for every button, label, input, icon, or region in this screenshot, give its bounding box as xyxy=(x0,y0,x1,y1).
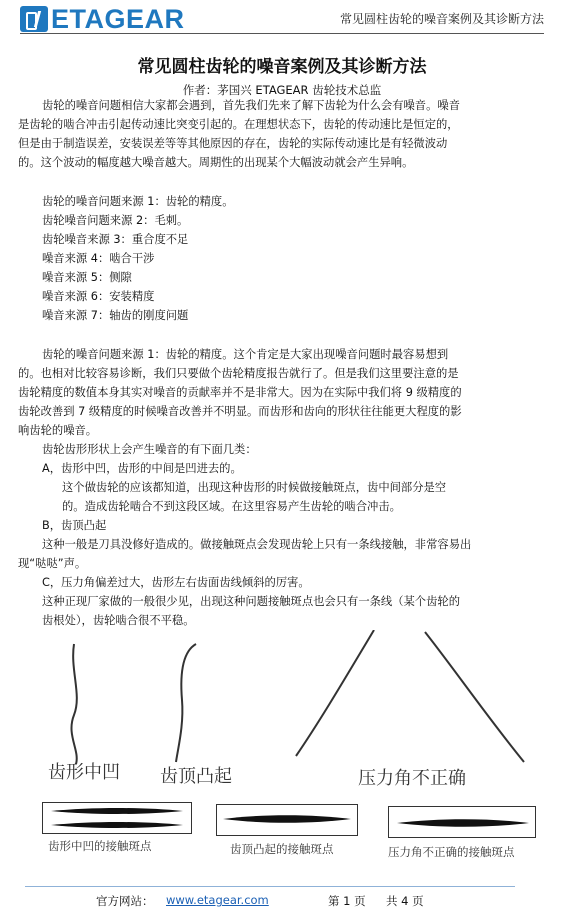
contact-patch-caption: 齿形中凹的接触斑点 xyxy=(48,839,152,853)
noise-source-item: 噪音来源 6：安装精度 xyxy=(42,290,155,303)
contact-patch-pressure-angle xyxy=(389,807,535,837)
contact-patch-tip xyxy=(217,805,357,835)
noise-source-item: 噪音来源 7：轴齿的刚度问题 xyxy=(42,309,189,322)
page-number: 第 1 页 xyxy=(328,894,366,908)
logo-text: ETAGEAR xyxy=(51,4,185,34)
paragraph-line: 齿轮齿形形状上会产生噪音的有下面几类： xyxy=(42,443,257,456)
paragraph-line: 但是由于制造误差，安装误差等等其他原因的存在，齿轮的实际传动速比是有轻微波动 xyxy=(18,137,448,150)
pressure-angle-left-line xyxy=(296,630,374,756)
contact-patch-concave xyxy=(43,803,191,833)
paragraph-line: 这个做齿轮的应该都知道，出现这种齿形的时候做接触斑点，齿中间部分是空 xyxy=(62,481,447,494)
header-divider xyxy=(20,33,544,34)
pressure-angle-right-line xyxy=(425,632,524,762)
etagear-logo xyxy=(20,5,185,33)
paragraph-line: 这种正现厂家做的一般很少见，出现这种问题接触斑点也会只有一条线（某个齿轮的 xyxy=(42,595,460,608)
figure-caption: 齿顶凸起 xyxy=(160,766,232,787)
noise-source-item: 齿轮噪音问题来源 2：毛刺。 xyxy=(42,214,189,227)
case-heading-a: A，齿形中凹，齿形的中间是凹进去的。 xyxy=(42,462,242,475)
contact-patch-box xyxy=(42,802,192,834)
page-header xyxy=(20,5,544,33)
case-heading-c: C，压力角偏差过大，齿形左右齿面齿线倾斜的厉害。 xyxy=(42,576,310,589)
paragraph-line: 现“哒哒”声。 xyxy=(18,557,87,570)
noise-source-item: 噪音来源 5：侧隙 xyxy=(42,271,132,284)
tooth-profile-figure xyxy=(30,630,550,870)
concave-profile-curve xyxy=(71,644,76,764)
contact-patch-caption: 压力角不正确的接触斑点 xyxy=(388,845,515,859)
noise-source-item: 齿轮噪音来源 3：重合度不足 xyxy=(42,233,189,246)
paragraph-line: 这种一般是刀具没修好造成的。做接触斑点会发现齿轮上只有一条线接触，非常容易出 xyxy=(42,538,472,551)
convex-tip-profile-curve xyxy=(176,644,196,762)
paragraph-line: 的。也相对比较容易诊断，我们只要做个齿轮精度报告就行了。但是我们这里要注意的是 xyxy=(18,367,459,380)
etagear-logo-icon xyxy=(20,6,48,32)
contact-patch-caption: 齿顶凸起的接触斑点 xyxy=(230,842,334,856)
paragraph-line: 齿根处），齿轮啮合很不平稳。 xyxy=(42,614,195,627)
contact-patch-box xyxy=(388,806,536,838)
noise-source-item: 齿轮的噪音问题来源 1：齿轮的精度。 xyxy=(42,195,234,208)
document-title: 常见圆柱齿轮的噪音案例及其诊断方法 xyxy=(137,57,427,77)
paragraph-line: 的。这个波动的幅度越大噪音越大。周期性的出现某个大幅波动就会产生异响。 xyxy=(18,156,414,169)
author-line: 作者：茅国兴 ETAGEAR 齿轮技术总监 xyxy=(182,83,382,97)
page-total: 共 4 页 xyxy=(386,894,424,908)
header-title: 常见圆柱齿轮的噪音案例及其诊断方法 xyxy=(339,12,544,26)
paragraph-line: 响齿轮的噪音。 xyxy=(18,424,98,437)
figure-caption: 压力角不正确 xyxy=(358,768,466,789)
paragraph-line: 齿轮精度的数值本身其实对噪音的贡献率并不是非常大。因为在实际中我们将 9 级精度的 xyxy=(18,386,462,399)
footer-divider xyxy=(25,886,515,887)
paragraph-line: 齿轮的噪音问题相信大家都会遇到，首先我们先来了解下齿轮为什么会有噪音。噪音 xyxy=(42,99,460,112)
paragraph-line: 是齿轮的啮合冲击引起传动速比突变引起的。在理想状态下，齿轮的传动速比是恒定的， xyxy=(18,118,459,131)
contact-patch-box xyxy=(216,804,358,836)
case-heading-b: B，齿顶凸起 xyxy=(42,519,107,532)
paragraph-line: 齿轮改善到 7 级精度的时候噪音改善并不明显。而齿形和齿向的形状往往能更大程度的影 xyxy=(18,405,462,418)
figure-caption: 齿形中凹 xyxy=(48,762,120,783)
paragraph-line: 齿轮的噪音问题来源 1：齿轮的精度。这个肯定是大家出现噪音问题时最容易想到 xyxy=(42,348,449,361)
paragraph-line: 的。造成齿轮啮合不到这段区域。在这里容易产生齿轮的啮合冲击。 xyxy=(62,500,401,513)
noise-source-item: 噪音来源 4：啮合干涉 xyxy=(42,252,155,265)
site-label: 官方网站： xyxy=(96,894,154,908)
website-link[interactable]: www.etagear.com xyxy=(166,893,269,907)
